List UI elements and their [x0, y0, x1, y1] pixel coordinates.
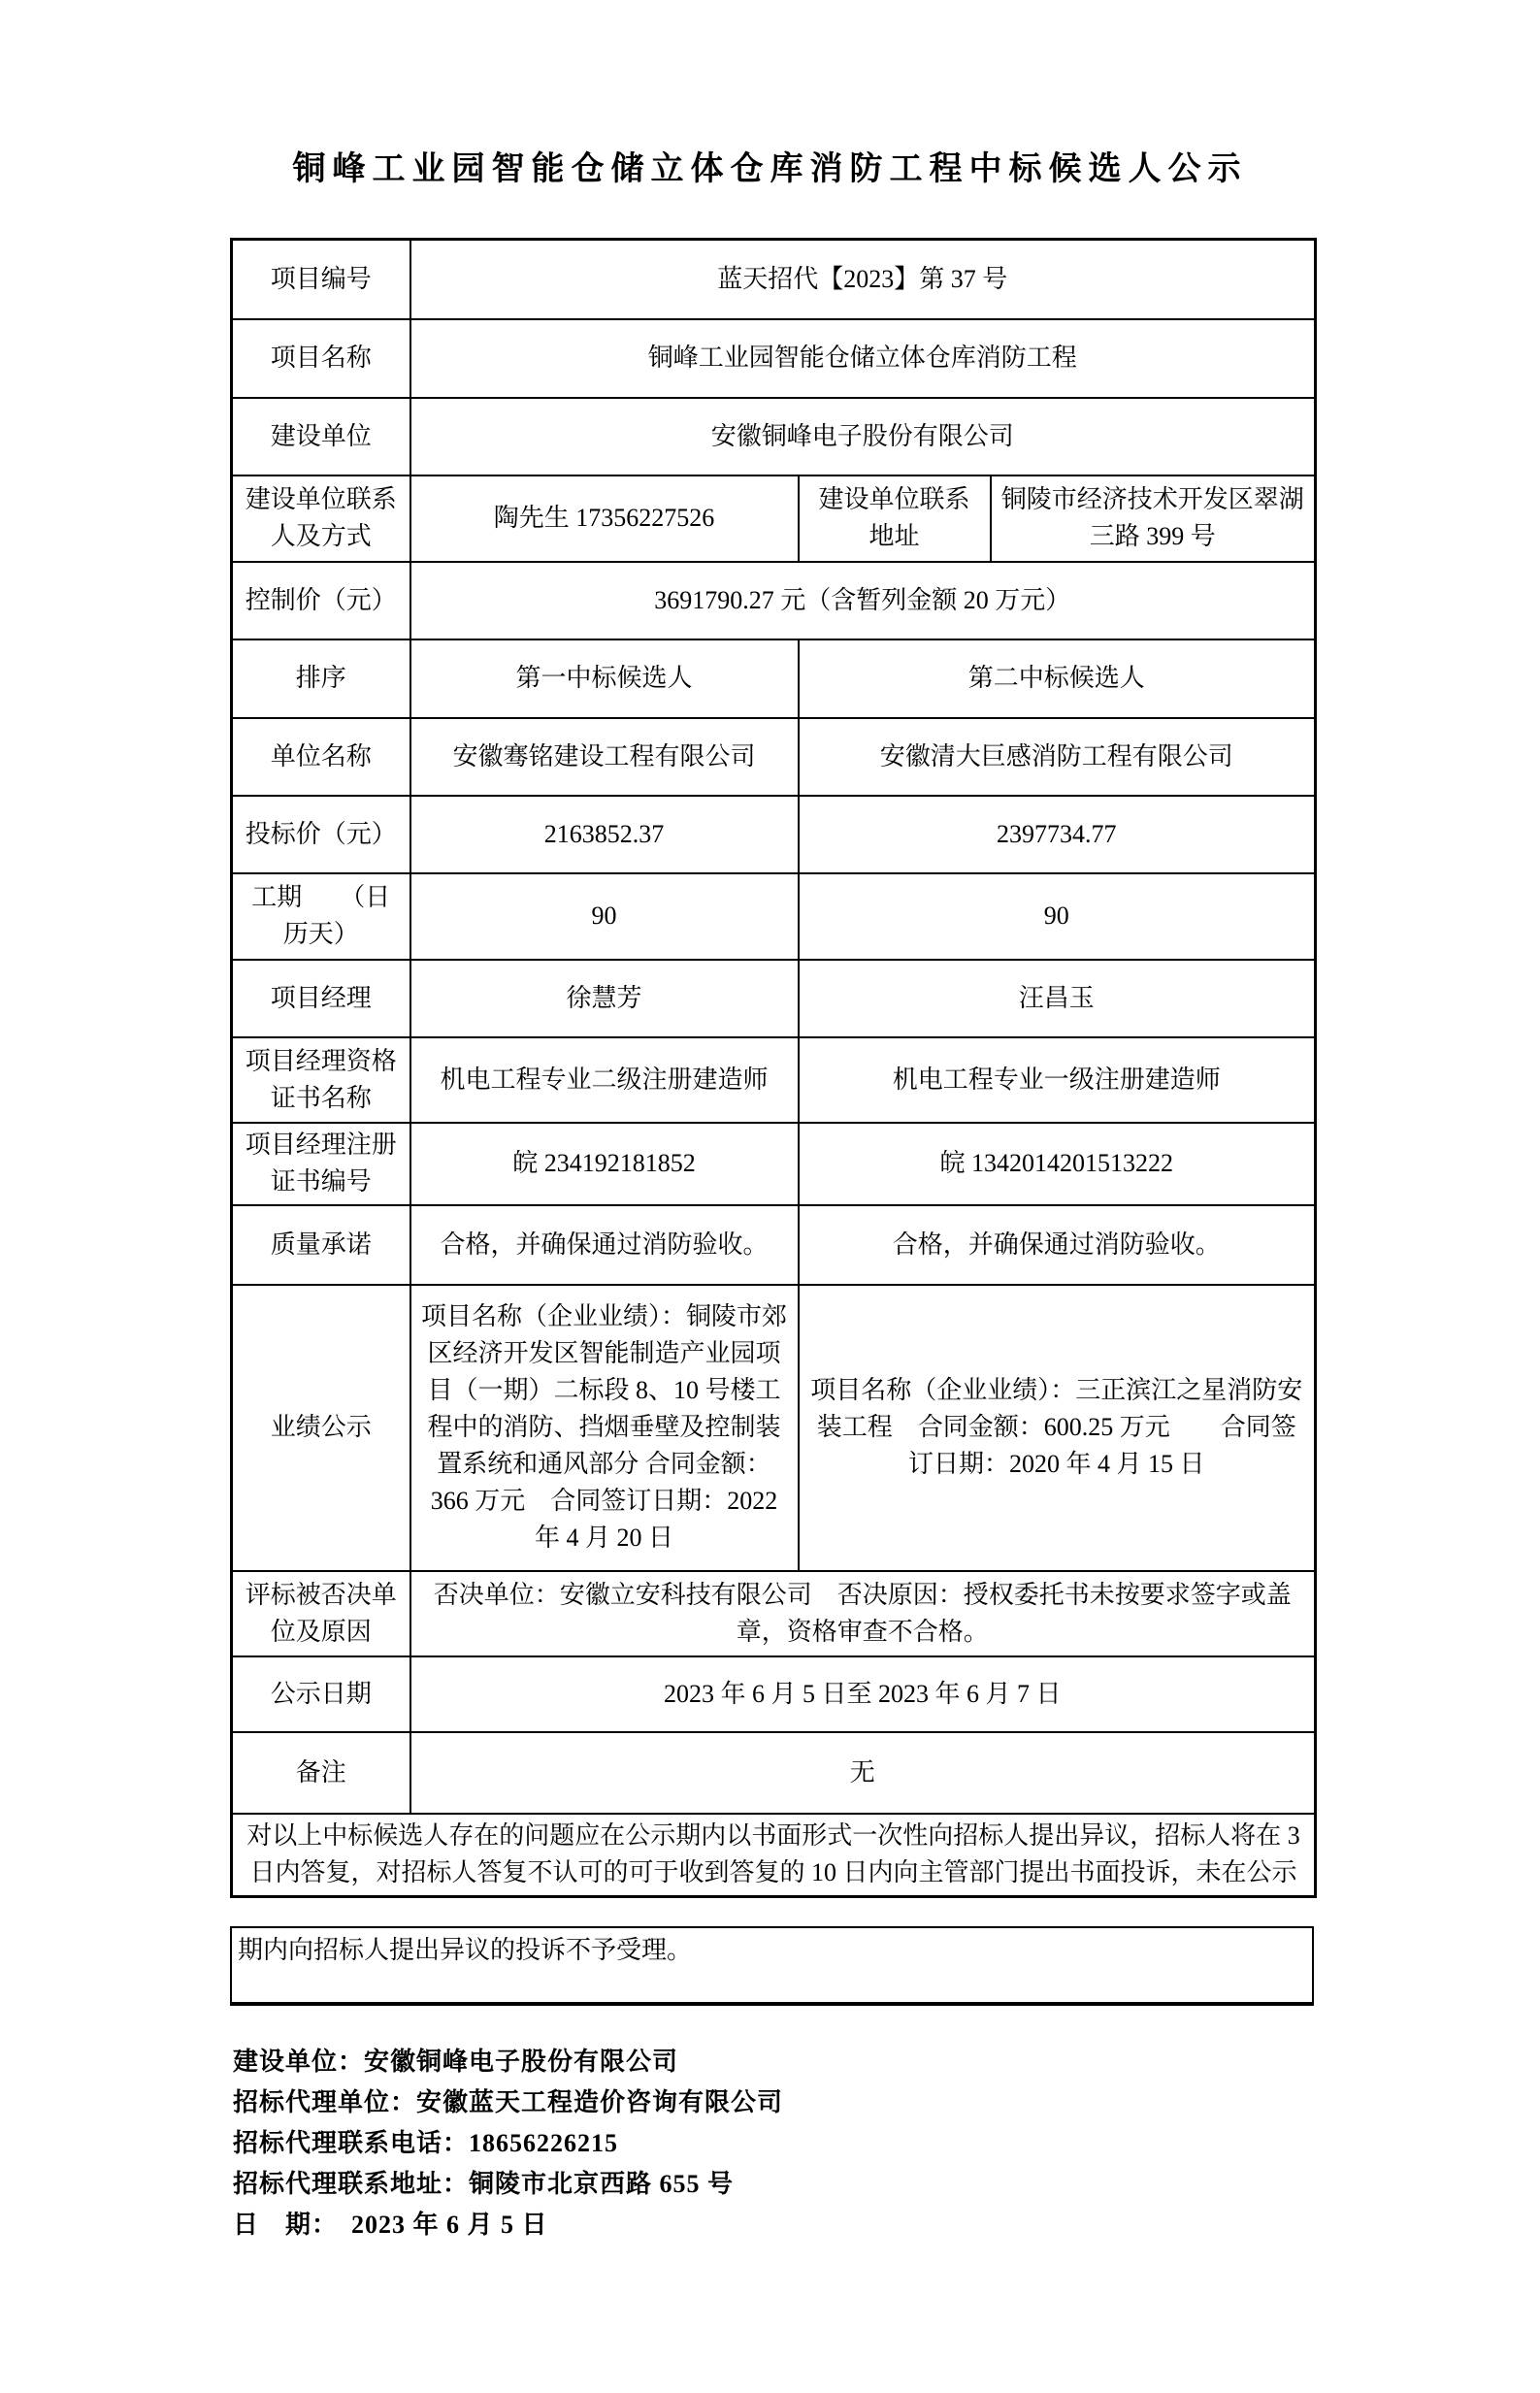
- manager-candidate-2: 汪昌玉: [799, 960, 1316, 1037]
- owner-label: 建设单位: [232, 398, 410, 475]
- bid-announcement-table: [230, 238, 1317, 1898]
- row-manager: [232, 960, 1316, 1037]
- footer-agency-phone-line: 招标代理联系电话：18656226215: [233, 2129, 619, 2157]
- row-contact: [232, 475, 1316, 562]
- owner-value: 安徽铜峰电子股份有限公司: [410, 398, 1316, 475]
- rank-candidate-2: 第二中标候选人: [799, 639, 1316, 718]
- manager-cert-candidate-1: 机电工程专业二级注册建造师: [410, 1037, 799, 1123]
- performance-label: 业绩公示: [232, 1285, 410, 1571]
- contact-address-label: 建设单位联系地址: [799, 475, 991, 562]
- control-price-value: 3691790.27 元（含暂列金额 20 万元）: [410, 562, 1316, 639]
- objection-note-continuation-box: [230, 1926, 1314, 2006]
- contact-address-value: 铜陵市经济技术开发区翠湖三路 399 号: [991, 475, 1316, 562]
- row-quality: [232, 1205, 1316, 1285]
- row-owner: [232, 398, 1316, 475]
- project-no-value: 蓝天招代【2023】第 37 号: [410, 240, 1316, 319]
- quality-candidate-2: 合格，并确保通过消防验收。: [799, 1205, 1316, 1285]
- duration-candidate-2: 90: [799, 873, 1316, 960]
- row-performance: [232, 1285, 1316, 1571]
- duration-candidate-1: 90: [410, 873, 799, 960]
- manager-candidate-1: 徐慧芳: [410, 960, 799, 1037]
- contact-value: 陶先生 17356227526: [410, 475, 799, 562]
- footer-owner-line: 建设单位：安徽铜峰电子股份有限公司: [233, 2048, 679, 2076]
- bid-price-candidate-2: 2397734.77: [799, 796, 1316, 873]
- row-project-name: [232, 319, 1316, 398]
- rejected-label: 评标被否决单位及原因: [232, 1571, 410, 1656]
- company-candidate-2: 安徽清大巨感消防工程有限公司: [799, 718, 1316, 796]
- bid-price-candidate-1: 2163852.37: [410, 796, 799, 873]
- bid-price-label: 投标价（元）: [232, 796, 410, 873]
- manager-cert-label: 项目经理资格证书名称: [232, 1037, 410, 1123]
- performance-candidate-2: 项目名称（企业业绩）：三正滨江之星消防安装工程 合同金额：600.25 万元 合同签订日期：2020 年 4 月 15 日: [799, 1285, 1316, 1571]
- project-name-value: 铜峰工业园智能仓储立体仓库消防工程: [410, 319, 1316, 398]
- row-objection-note: [232, 1814, 1316, 1897]
- quality-candidate-1: 合格，并确保通过消防验收。: [410, 1205, 799, 1285]
- duration-label: 工期 （日历天）: [232, 873, 410, 960]
- quality-label: 质量承诺: [232, 1205, 410, 1285]
- row-company: [232, 718, 1316, 796]
- rank-candidate-1: 第一中标候选人: [410, 639, 799, 718]
- control-price-label: 控制价（元）: [232, 562, 410, 639]
- manager-label: 项目经理: [232, 960, 410, 1037]
- row-project-no: [232, 240, 1316, 319]
- objection-note: 对以上中标候选人存在的问题应在公示期内以书面形式一次性向招标人提出异议，招标人将在 3 日内答复，对招标人答复不认可的可于收到答复的 10 日内向主管部门提出书面投诉，未在公示: [232, 1814, 1316, 1897]
- row-duration: [232, 873, 1316, 960]
- publicity-date-value: 2023 年 6 月 5 日至 2023 年 6 月 7 日: [410, 1656, 1316, 1732]
- rank-label: 排序: [232, 639, 410, 718]
- project-name-label: 项目名称: [232, 319, 410, 398]
- page-title: 铜峰工业园智能仓储立体仓库消防工程中标候选人公示: [292, 151, 1248, 187]
- objection-note-continued: 期内向招标人提出异议的投诉不予受理。: [238, 1936, 693, 1964]
- performance-candidate-1: 项目名称（企业业绩）：铜陵市郊区经济开发区智能制造产业园项目（一期）二标段 8、10 号楼工程中的消防、挡烟垂壁及控制装置系统和通风部分 合同金额：366 万元 合同签订日期：2022 年 4 月 20 日: [410, 1285, 799, 1571]
- company-candidate-1: 安徽骞铭建设工程有限公司: [410, 718, 799, 796]
- publicity-date-label: 公示日期: [232, 1656, 410, 1732]
- remark-value: 无: [410, 1732, 1316, 1814]
- footer-agency-address-line: 招标代理联系地址：铜陵市北京西路 655 号: [233, 2170, 735, 2198]
- manager-cert-candidate-2: 机电工程专业一级注册建造师: [799, 1037, 1316, 1123]
- contact-label: 建设单位联系人及方式: [232, 475, 410, 562]
- row-remark: [232, 1732, 1316, 1814]
- footer-date-line: 日 期： 2023 年 6 月 5 日: [233, 2211, 548, 2239]
- manager-cert-no-candidate-1: 皖 234192181852: [410, 1123, 799, 1205]
- footer: [233, 2042, 783, 2245]
- footer-agency-line: 招标代理单位：安徽蓝天工程造价咨询有限公司: [233, 2088, 784, 2116]
- row-publicity-date: [232, 1656, 1316, 1732]
- row-rejected: [232, 1571, 1316, 1656]
- manager-cert-no-label: 项目经理注册证书编号: [232, 1123, 410, 1205]
- row-manager-cert-no: [232, 1123, 1316, 1205]
- remark-label: 备注: [232, 1732, 410, 1814]
- row-bid-price: [232, 796, 1316, 873]
- row-rank: [232, 639, 1316, 718]
- row-control-price: [232, 562, 1316, 639]
- project-no-label: 项目编号: [232, 240, 410, 319]
- row-manager-cert: [232, 1037, 1316, 1123]
- company-label: 单位名称: [232, 718, 410, 796]
- rejected-value: 否决单位：安徽立安科技有限公司 否决原因：授权委托书未按要求签字或盖章，资格审查不合格。: [410, 1571, 1316, 1656]
- manager-cert-no-candidate-2: 皖 1342014201513222: [799, 1123, 1316, 1205]
